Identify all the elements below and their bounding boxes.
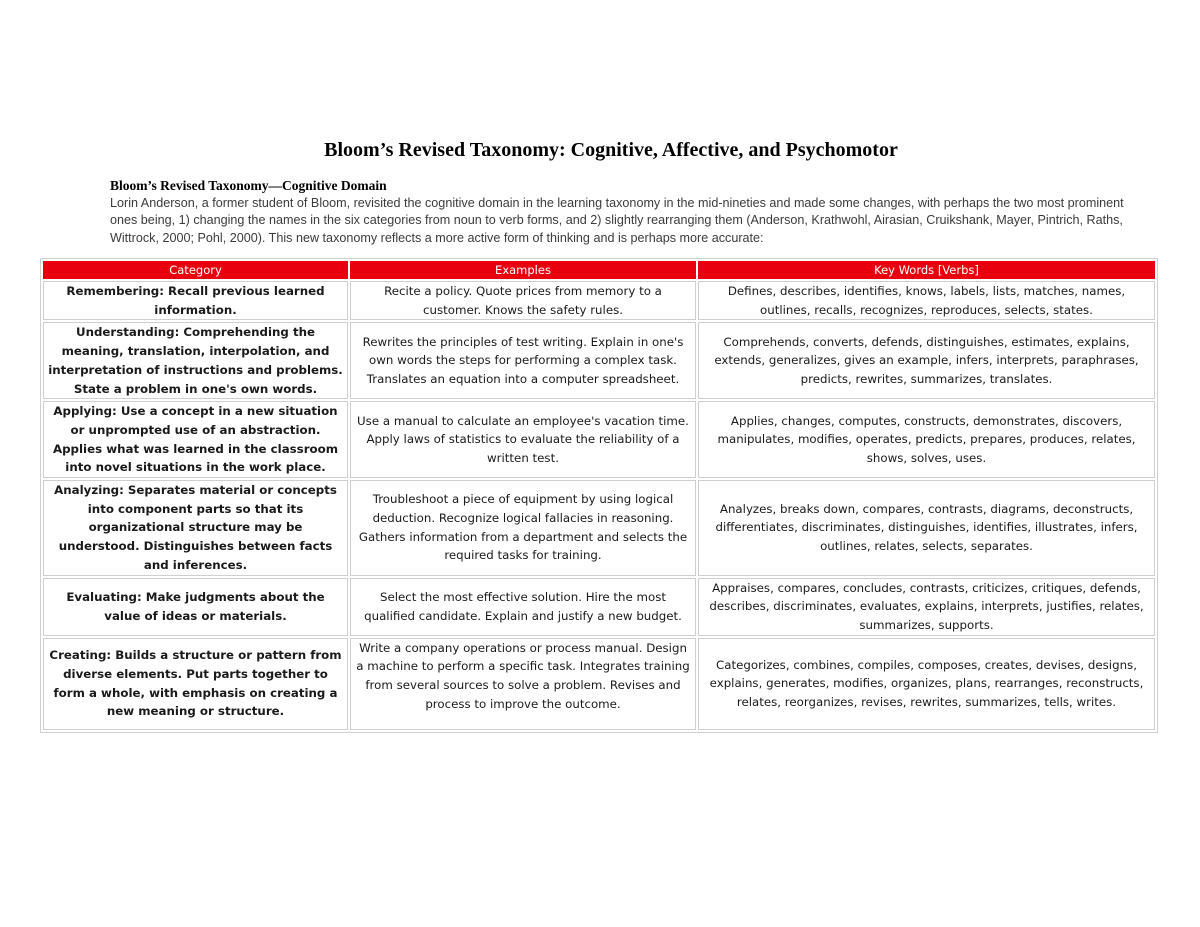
keywords-cell: Applies, changes, computes, constructs, demonstrates, discovers, manipulates, modifies, operates, predicts, prepares, produces, relates, shows, solves, uses.	[698, 401, 1155, 478]
taxonomy-table-container	[40, 258, 1156, 733]
category-cell	[43, 401, 348, 478]
category-cell	[43, 578, 348, 636]
category-name: Evaluating:	[66, 589, 142, 604]
keywords-cell: Categorizes, combines, compiles, composes, creates, devises, designs, explains, generates, modifies, organizes, plans, rearranges, reconstructs, relates, reorganizes, revises, rewrites, summarizes, tells, writes.	[698, 638, 1155, 730]
table-row	[43, 281, 1155, 320]
table-row	[43, 578, 1155, 636]
header-keywords: Key Words [Verbs]	[698, 261, 1155, 279]
category-description: Builds a structure or pattern from diverse elements. Put parts together to form a whole, with emphasis on creating a new meaning or structure.	[53, 648, 342, 719]
examples-cell: Recite a policy. Quote prices from memory to a customer. Knows the safety rules.	[350, 281, 696, 320]
examples-cell: Write a company operations or process manual. Design a machine to perform a specific task. Integrates training from several sources to solve a problem. Revises and process to improve the outcome.	[350, 638, 696, 730]
category-description: Separates material or concepts into component parts so that its organizational structure may be understood. Distinguishes between facts and inferences.	[58, 483, 337, 572]
intro-paragraph: Lorin Anderson, a former student of Bloom, revisited the cognitive domain in the learning taxonomy in the mid-nineties and made some changes, with perhaps the two most prominent ones being, 1) changing the names in the six categories from noun to verb forms, and 2) slightly rearranging them (Anderson, Krathwohl, Airasian, Cruikshank, Mayer, Pintrich, Raths, Wittrock, 2000; Pohl, 2000). This new taxonomy reflects a more active form of thinking and is perhaps more accurate:	[110, 196, 1124, 245]
category-description: Use a concept in a new situation or unprompted use of an abstraction. Applies what was learned in the classroom into novel situations in the work place.	[52, 404, 339, 475]
examples-cell: Select the most effective solution. Hire the most qualified candidate. Explain and justify a new budget.	[350, 578, 696, 636]
category-name: Understanding:	[75, 325, 180, 340]
examples-cell: Troubleshoot a piece of equipment by using logical deduction. Recognize logical fallacies in reasoning. Gathers information from a department and selects the required tasks for training.	[350, 480, 696, 576]
section-heading: Bloom’s Revised Taxonomy—Cognitive Domain	[110, 178, 387, 193]
category-cell	[43, 281, 348, 320]
keywords-cell: Comprehends, converts, defends, distinguishes, estimates, explains, extends, generalizes, gives an example, infers, interprets, paraphrases, predicts, rewrites, summarizes, translates.	[698, 322, 1155, 399]
category-cell	[43, 480, 348, 576]
category-description: Make judgments about the value of ideas or materials.	[104, 589, 325, 623]
category-description: Comprehending the meaning, translation, interpolation, and interpretation of instructions and problems. State a problem in one's own words.	[48, 325, 343, 396]
category-description: Recall previous learned information.	[154, 284, 325, 317]
examples-cell: Use a manual to calculate an employee's vacation time. Apply laws of statistics to evaluate the reliability of a written test.	[350, 401, 696, 478]
keywords-cell: Appraises, compares, concludes, contrasts, criticizes, critiques, defends, describes, discriminates, evaluates, explains, interprets, justifies, relates, summarizes, supports.	[698, 578, 1155, 636]
category-cell	[43, 638, 348, 730]
table-row	[43, 401, 1155, 478]
table-row	[43, 322, 1155, 399]
category-name: Creating:	[49, 648, 112, 663]
header-examples: Examples	[350, 261, 696, 279]
keywords-cell: Analyzes, breaks down, compares, contrasts, diagrams, deconstructs, differentiates, discriminates, distinguishes, identifies, illustrates, infers, outlines, relates, selects, separates.	[698, 480, 1155, 576]
table-row	[43, 480, 1155, 576]
examples-cell: Rewrites the principles of test writing. Explain in one's own words the steps for performing a complex task. Translates an equation into a computer spreadsheet.	[350, 322, 696, 399]
category-cell	[43, 322, 348, 399]
document-title: Bloom’s Revised Taxonomy: Cognitive, Affective, and Psychomotor	[324, 139, 898, 161]
category-name: Analyzing:	[54, 483, 124, 498]
keywords-cell: Defines, describes, identifies, knows, labels, lists, matches, names, outlines, recalls, recognizes, reproduces, selects, states.	[698, 281, 1155, 320]
table-row	[43, 638, 1155, 730]
category-name: Applying:	[53, 404, 117, 419]
table-header-row	[43, 261, 1155, 279]
category-name: Remembering:	[66, 284, 164, 298]
header-category: Category	[43, 261, 348, 279]
taxonomy-table	[40, 258, 1158, 733]
